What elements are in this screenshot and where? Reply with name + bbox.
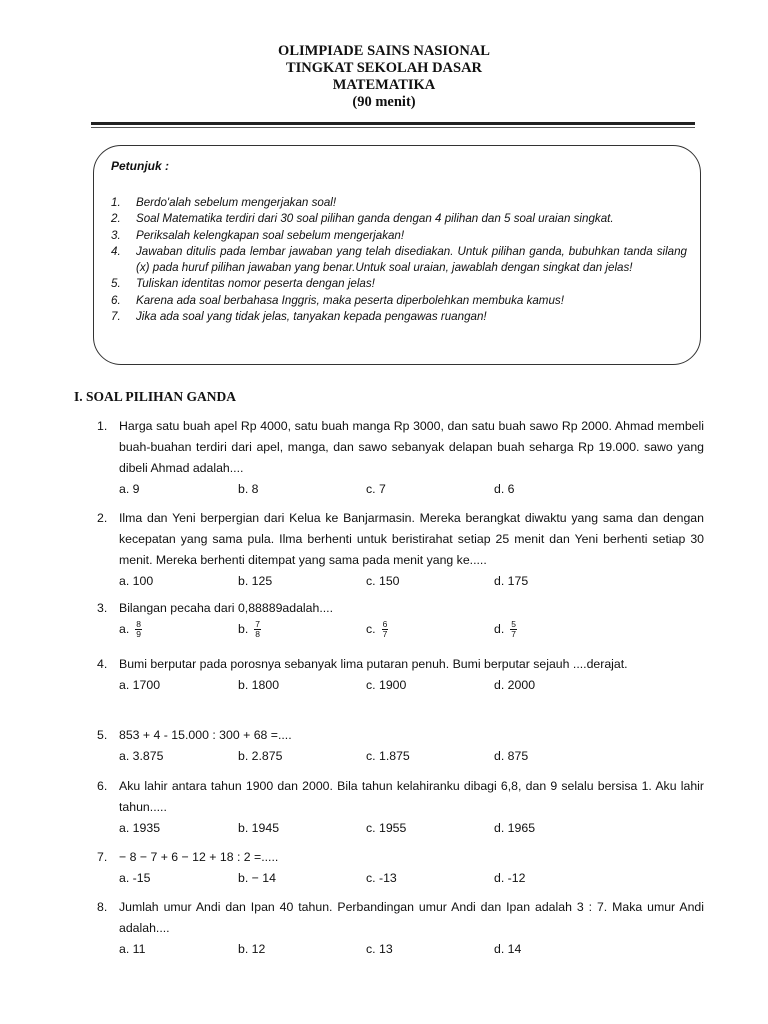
fraction-numerator: 7 (255, 619, 260, 630)
option-a: a. 9 (119, 482, 140, 496)
header-divider-thick (91, 122, 695, 125)
question (97, 725, 704, 767)
option-a: a. 3.875 (119, 749, 164, 763)
instruction-text: Jika ada soal yang tidak jelas, tanyakan kepada pengawas ruangan! (136, 310, 487, 324)
answer-options (97, 818, 704, 839)
option-c: c. 7 (366, 482, 386, 496)
answer-options (97, 746, 704, 767)
question-number: 4. (97, 657, 108, 671)
fraction (135, 620, 142, 639)
option-c: c. 150 (366, 574, 400, 588)
instructions-title: Petunjuk : (111, 159, 170, 173)
option-d: d. 1965 (494, 821, 536, 835)
instruction-number: 7. (111, 310, 121, 324)
instruction-text: Tuliskan identitas nomor peserta dengan jelas! (136, 277, 375, 291)
instruction-number: 4. (111, 244, 121, 258)
question (97, 598, 704, 647)
answer-options (97, 939, 704, 960)
option-label: b. (238, 622, 249, 636)
fraction (510, 620, 517, 639)
instruction-text: Berdo'alah sebelum mengerjakan soal! (136, 196, 337, 209)
option-a: a. 11 (119, 942, 146, 956)
option-a: a. 1700 (119, 678, 161, 692)
question (97, 654, 704, 696)
option-d: d. -12 (494, 871, 526, 885)
answer-options (97, 479, 704, 500)
option-label: a. (119, 622, 130, 636)
option-a: a. 100 (119, 574, 154, 588)
question-number: 3. (97, 601, 108, 615)
option-d: d. 175 (494, 574, 529, 588)
answer-options (97, 619, 704, 647)
question-text: − 8 − 7 + 6 − 12 + 18 : 2 =..... (119, 850, 279, 864)
option-label: d. (494, 622, 505, 636)
option-d: d. 875 (494, 749, 529, 763)
instruction-text: Periksalah kelengkapan soal sebelum mengerjakan! (136, 228, 405, 242)
instruction-number: 1. (111, 196, 121, 209)
instruction-text: Jawaban ditulis pada lembar jawaban yang telah disediakan. Untuk pilihan ganda, bubuhkan tanda silang (x) pada huruf pilihan jawaban yang benar.Untuk soal uraian, jawablah dengan singkat dan jelas! (136, 244, 687, 275)
answer-options (97, 868, 704, 889)
instruction-item (111, 309, 687, 325)
fraction-denominator: 8 (255, 629, 260, 640)
instruction-item (111, 211, 687, 227)
header-title: OLIMPIADE SAINS NASIONAL (278, 43, 490, 59)
option-b: b. − 14 (238, 871, 276, 885)
option-label: c. (366, 622, 376, 636)
instructions-box (93, 145, 701, 365)
question-text: Bilangan pecaha dari 0,88889adalah.... (119, 601, 334, 615)
question (97, 776, 704, 839)
question (97, 508, 704, 592)
question-text: Bumi berputar pada porosnya sebanyak lima putaran penuh. Bumi berputar sejauh ....derajat. (119, 657, 628, 671)
question-text: 853 + 4 - 15.000 : 300 + 68 =.... (119, 728, 292, 742)
question (97, 416, 704, 500)
answer-options (97, 571, 704, 592)
header-level: TINGKAT SEKOLAH DASAR (285, 60, 483, 76)
question-number: 2. (97, 511, 108, 525)
fraction-denominator: 7 (382, 629, 388, 640)
option-c: c. 1955 (366, 821, 407, 835)
option-d: d. 2000 (494, 678, 536, 692)
option-b: b. 1800 (238, 678, 280, 692)
question (97, 897, 704, 960)
question-number: 7. (97, 850, 108, 864)
header-duration: (90 menit) (352, 94, 416, 110)
option-b: b. 125 (238, 574, 273, 588)
instruction-item (111, 293, 687, 309)
question-number: 1. (97, 419, 108, 433)
fraction-numerator: 5 (511, 619, 516, 630)
instruction-number: 5. (111, 277, 121, 291)
option-b: b. 2.875 (238, 749, 283, 763)
option-c: c. -13 (366, 871, 397, 885)
fraction-numerator: 6 (382, 619, 388, 630)
header-subject: MATEMATIKA (332, 77, 436, 93)
question-text: Ilma dan Yeni berpergian dari Kelua ke Banjarmasin. Mereka berangkat diwaktu yang sama dan dengan kecepatan yang sama pula. Ilma berhenti untuk beristirahat setiap 25 menit dan Yeni berhenti setiap 30 menit. Mereka berhenti ditempat yang sama pada menit yang ke..... (119, 511, 704, 567)
question-number: 8. (97, 900, 108, 914)
fraction-denominator: 9 (136, 629, 141, 640)
fraction-denominator: 7 (511, 629, 516, 640)
option-b (238, 619, 261, 640)
question-number: 6. (97, 779, 108, 793)
option-c (366, 619, 388, 640)
fraction-numerator: 8 (136, 619, 141, 630)
option-a (119, 619, 142, 640)
instructions-list (111, 195, 687, 325)
instruction-item (111, 228, 687, 244)
question (97, 847, 704, 889)
exam-header (0, 43, 768, 111)
answer-options (97, 675, 704, 696)
fraction (254, 620, 261, 639)
question-text: Jumlah umur Andi dan Ipan 40 tahun. Perbandingan umur Andi dan Ipan adalah 3 : 7. Maka umur Andi adalah.... (119, 900, 704, 935)
instruction-item (111, 195, 687, 211)
instruction-item (111, 244, 687, 277)
option-b: b. 1945 (238, 821, 280, 835)
question-text: Harga satu buah apel Rp 4000, satu buah manga Rp 3000, dan satu buah sawo Rp 2000. Ahmad membeli buah-buahan terdiri dari apel, manga, dan sawo sebanyak delapan buah seharga Rp 19.000. sawo yang dibeli Ahmad adalah.... (119, 419, 704, 475)
option-b: b. 12 (238, 942, 266, 956)
option-d: d. 14 (494, 942, 522, 956)
option-c: c. 1.875 (366, 749, 410, 763)
instruction-number: 6. (111, 293, 121, 307)
instruction-number: 3. (111, 228, 121, 242)
question-number: 5. (97, 728, 108, 742)
option-b: b. 8 (238, 482, 259, 496)
option-d: d. 6 (494, 482, 515, 496)
question-text: Aku lahir antara tahun 1900 dan 2000. Bila tahun kelahiranku dibagi 6,8, dan 9 selalu bersisa 1. Aku lahir tahun..... (119, 779, 704, 814)
header-divider-thin (91, 127, 695, 128)
instruction-number: 2. (111, 212, 121, 226)
section-heading: I. SOAL PILIHAN GANDA (74, 389, 237, 404)
option-c: c. 1900 (366, 678, 407, 692)
instruction-item (111, 276, 687, 292)
instruction-text: Soal Matematika terdiri dari 30 soal pilihan ganda dengan 4 pilihan dan 5 soal uraian singkat. (136, 212, 614, 226)
option-a: a. -15 (119, 871, 151, 885)
fraction (382, 620, 389, 639)
option-d (494, 619, 517, 640)
instruction-text: Karena ada soal berbahasa Inggris, maka peserta diperbolehkan membuka kamus! (136, 293, 564, 307)
option-c: c. 13 (366, 942, 393, 956)
option-a: a. 1935 (119, 821, 161, 835)
